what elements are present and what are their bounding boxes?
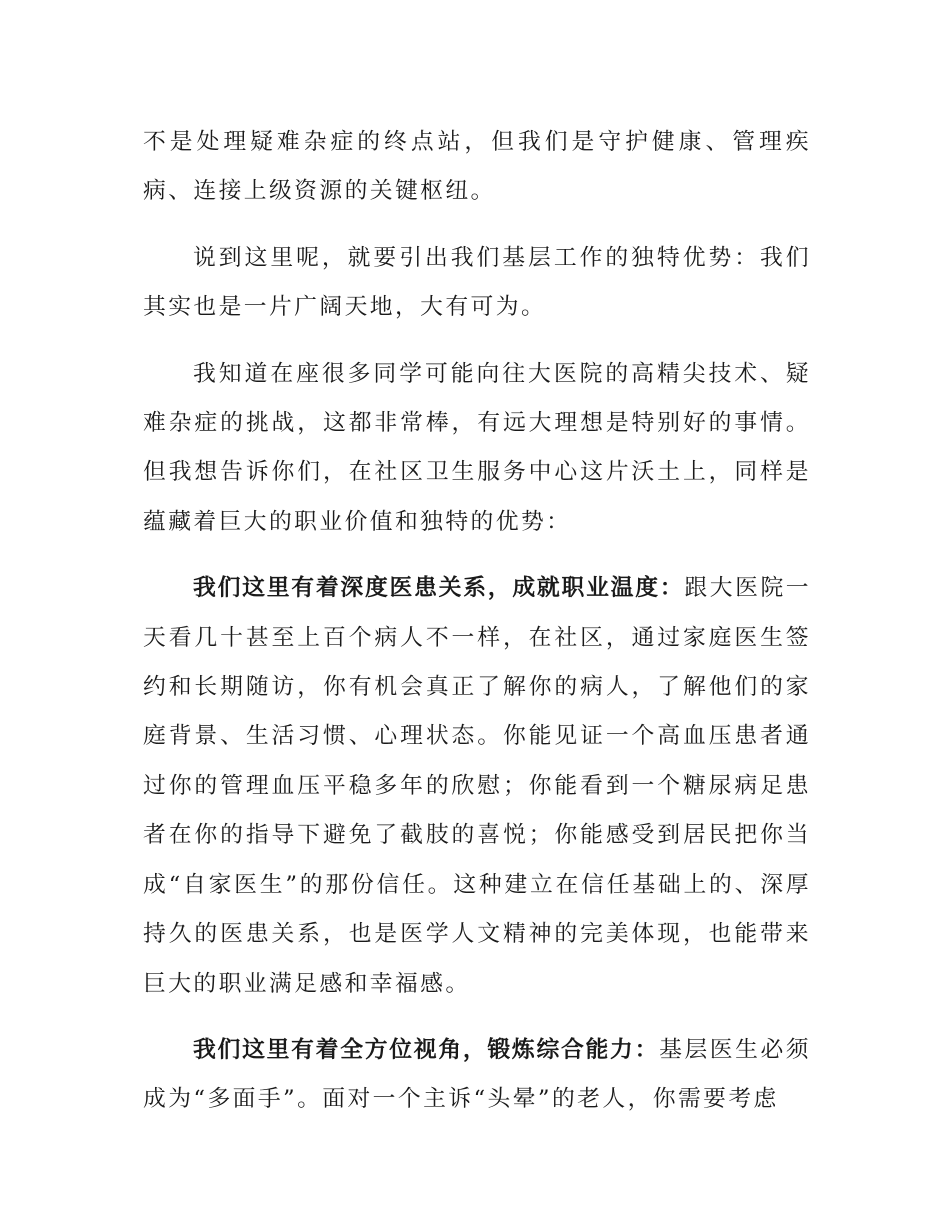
paragraph-text: 说到这里呢，就要引出我们基层工作的独特优势：我们其实也是一片广阔天地，大有可为。	[143, 244, 811, 321]
paragraph-grassroots-advantage	[143, 234, 811, 333]
paragraph-lead-heading: 我们这里有着全方位视角，锻炼综合能力：	[193, 1036, 660, 1063]
document-page	[143, 118, 811, 1142]
paragraph-lead-heading: 我们这里有着深度医患关系，成就职业温度：	[193, 575, 685, 602]
paragraph-text: 我知道在座很多同学可能向往大医院的高精尖技术、疑难杂症的挑战，这都非常棒，有远大理想是特别好的事情。但我想告诉你们，在社区卫生服务中心这片沃土上，同样是蕴藏着巨大的职业价值和独特的优势：	[143, 360, 811, 535]
paragraph-text: 不是处理疑难杂症的终点站，但我们是守护健康、管理疾病、连接上级资源的关键枢纽。	[143, 129, 811, 205]
paragraph-continuation	[143, 118, 811, 217]
paragraph-career-value	[143, 350, 811, 548]
paragraph-comprehensive-ability	[143, 1026, 811, 1125]
paragraph-text: 基层医生必须成为“多面手”。面对一个主诉“头晕”的老人，你需要考虑	[143, 1036, 812, 1113]
paragraph-text: 跟大医院一天看几十甚至上百个病人不一样，在社区，通过家庭医生签约和长期随访，你有机会真正了解你的病人，了解他们的家庭背景、生活习惯、心理状态。你能见证一个高血压患者通过你的管理血压平稳多年的欣慰；你能看到一个糖尿病足患者在你的指导下避免了截肢的喜悦；你能感受到居民把你当成“自家医生”的那份信任。这种建立在信任基础上的、深厚持久的医患关系，也是医学人文精神的完美体现，也能带来巨大的职业满足感和幸福感。	[143, 575, 812, 997]
paragraph-doctor-patient-relationship	[143, 564, 811, 1009]
